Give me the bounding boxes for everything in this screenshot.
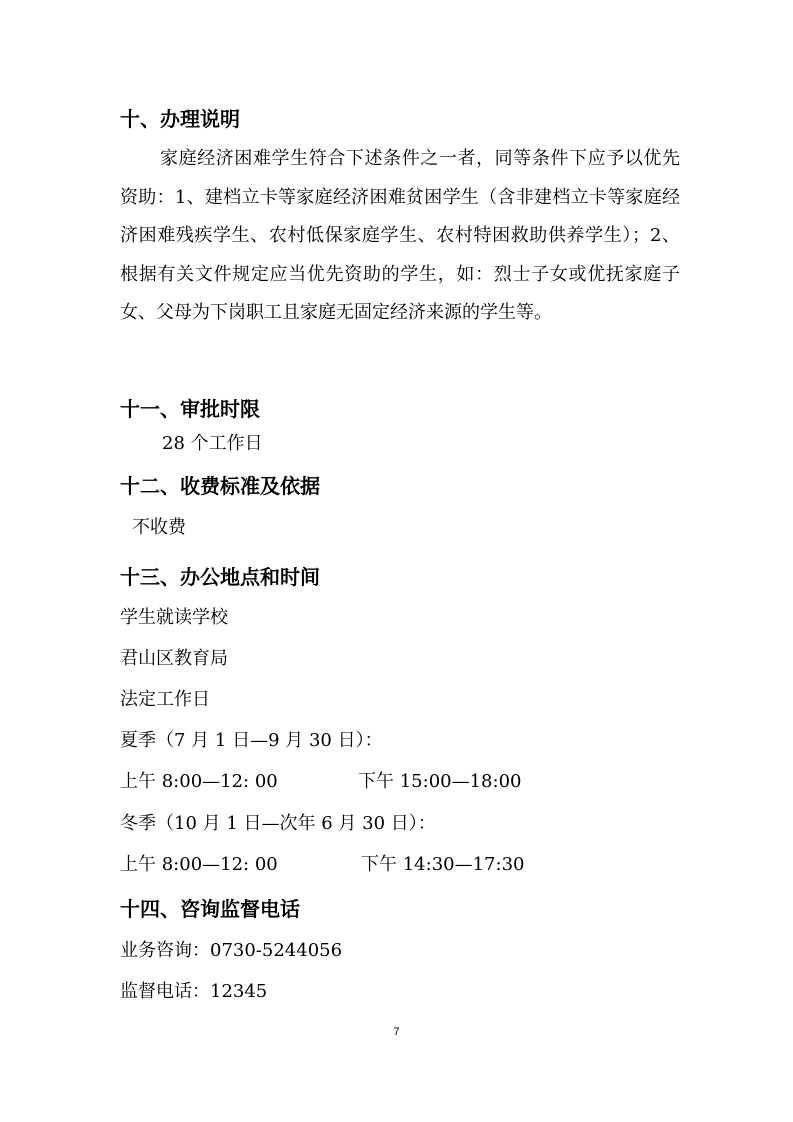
section-11-heading: 十一、审批时限 [120,397,260,421]
office-location-school: 学生就读学校 [120,607,228,628]
office-workdays: 法定工作日 [120,689,210,710]
section-10-heading: 十、办理说明 [120,107,240,131]
summer-schedule-label: 夏季（7 月 1 日—9 月 30 日）： [120,730,383,751]
winter-afternoon-hours: 下午 14:30—17:30 [361,854,525,875]
page-number: 7 [393,1026,400,1038]
consultation-phone: 业务咨询：0730-5244056 [120,940,343,961]
section-12-heading: 十二、收费标准及依据 [120,474,320,498]
approval-time-limit: 28 个工作日 [162,433,263,454]
section-10-body: 家庭经济困难学生符合下述条件之一者，同等条件下应予以优先资助：1、建档立卡等家庭经济困难贫困学生（含非建档立卡等家庭经济困难残疾学生、农村低保家庭学生、农村特困救助供养学生）；2、根据有关文件规定应当优先资助的学生，如：烈士子女或优抚家庭子女、父母为下岗职工且家庭无固定经济来源的学生等。 [120,148,680,323]
section-14-heading: 十四、咨询监督电话 [120,897,300,921]
summer-afternoon-hours: 下午 15:00—18:00 [358,771,522,792]
supervision-phone: 监督电话：12345 [120,981,268,1002]
office-location-bureau: 君山区教育局 [120,648,228,669]
winter-morning-hours: 上午 8:00—12: 00 [120,854,278,875]
summer-morning-hours: 上午 8:00—12: 00 [120,771,278,792]
section-13-heading: 十三、办公地点和时间 [120,565,320,589]
winter-schedule-label: 冬季（10 月 1 日—次年 6 月 30 日）： [120,813,436,834]
fee-standard: 不收费 [132,517,186,538]
